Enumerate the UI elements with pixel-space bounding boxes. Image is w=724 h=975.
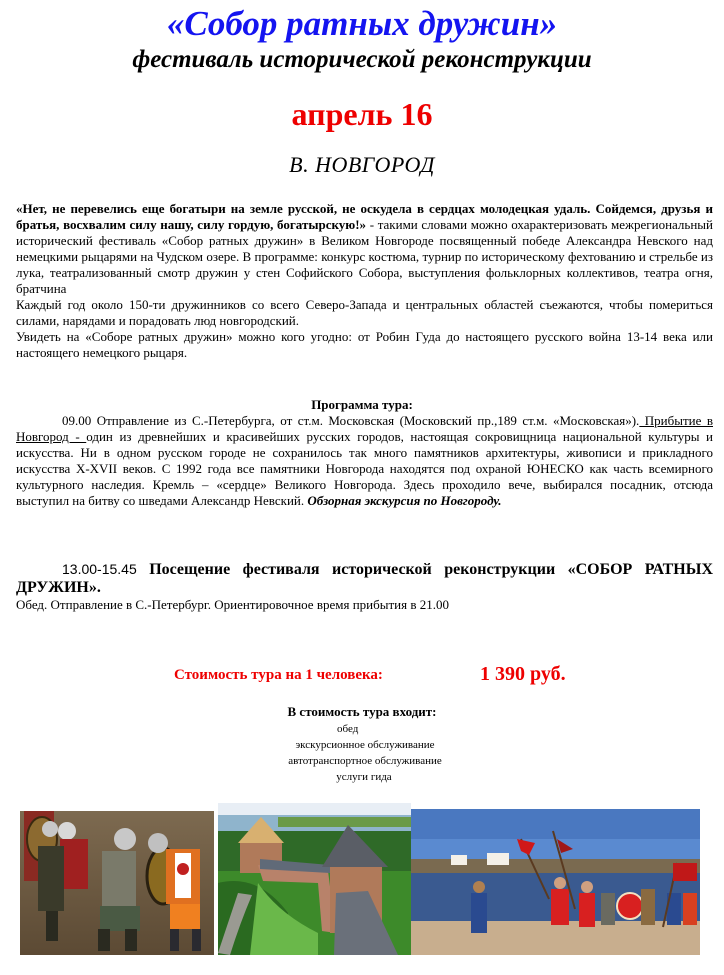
page-subtitle: фестиваль исторической реконструкции	[132, 46, 592, 73]
includes-heading: В стоимость тура входит:	[287, 704, 437, 719]
program-festival	[16, 560, 713, 597]
arrival-label: Прибытие в Новгород -	[16, 413, 713, 444]
intro-paragraph-2: Каждый год около 150-ти дружинников со всего Северо-Запада и центральных областей съежаются, чтобы помериться силами, нарядами и порадовать люд новгородский.	[16, 297, 713, 328]
intro-section	[16, 201, 713, 361]
photo-reenactment-fight	[20, 811, 214, 955]
reenactment-fight-image	[20, 811, 214, 955]
festival-text: Посещение фестиваля исторической реконструкции «СОБОР РАТНЫХ ДРУЖИН».	[16, 561, 714, 596]
excursion-note: Обзорная экскурсия по Новгороду.	[307, 493, 502, 508]
event-city: В. НОВГОРОД	[289, 152, 435, 177]
price-value: 1 390 руб.	[480, 663, 566, 685]
departure-time: 09.00	[62, 413, 92, 428]
includes-item: экскурсионное обслуживание	[295, 739, 435, 751]
departure-text: Отправление из С.-Петербурга, от ст.м. Московская (Московский пр.,189 ст.м. «Московская»).	[91, 413, 640, 428]
includes-item: обед	[337, 723, 359, 735]
festival-time: 13.00-15.45	[62, 561, 137, 577]
intro-paragraph-3: Увидеть на «Соборе ратных дружин» можно кого угодно: от Робин Гуда до настоящего русского война 13-14 века или настоящего немецкого рыцаря.	[16, 329, 713, 360]
procession-image	[411, 809, 700, 955]
price-row	[0, 663, 724, 691]
intro-paragraph-1	[16, 201, 713, 297]
program-heading: Программа тура:	[311, 397, 413, 412]
kremlin-image	[218, 803, 411, 955]
photo-novgorod-kremlin	[218, 803, 411, 955]
intro-text: - такими словами можно охарактеризовать межрегиональный исторический фестиваль «Собор ратных дружин» в Великом Новгороде посвященный победе Александра Невского над немецкими рыцарями на Чудском озере. В программе: конкурс костюма, турнир по историческому фехтованию и стрельбе из лука, театрализованный смотр дружин у стен Софийского Собора, выступления фольклорных коллективов, театра огня, братчина	[16, 217, 713, 296]
event-date: апрель 16	[291, 96, 433, 132]
program-return: Обед. Отправление в С.-Петербург. Ориентировочное время прибытия в 21.00	[16, 597, 449, 612]
program-morning	[16, 413, 713, 509]
price-label: Стоимость тура на 1 человека:	[174, 667, 383, 683]
page-title: «Собор ратных дружин»	[166, 4, 558, 43]
arrival-text: один из древнейших и красивейших русских городов, настоящая сокровищница национальной культуры и искусства. Ни в одном русском городе не сохранилось так много памятников архитектуры, живописи и прикладного искусства X-XVII веков. С 1992 года все памятники Новгорода находятся под охраной ЮНЕСКО как часть всемирного культурного наследия. Кремль – «сердце» Великого Новгорода. Здесь проходило вече, выбирался посадник, отсюда выступил на битву со шведами Александр Невский.	[16, 429, 713, 508]
includes-item: автотранспортное обслуживание	[288, 755, 442, 767]
intro-quote: «Нет, не перевелись еще богатыри на земле русской, не оскудела в сердцах молодецкая удаль. Сойдемся, друзья и братья, восхвалим силу нашу, силу гордую, богатырскую!»	[16, 201, 713, 232]
photo-reenactors-procession	[411, 809, 700, 955]
includes-item: услуги гида	[336, 771, 392, 783]
